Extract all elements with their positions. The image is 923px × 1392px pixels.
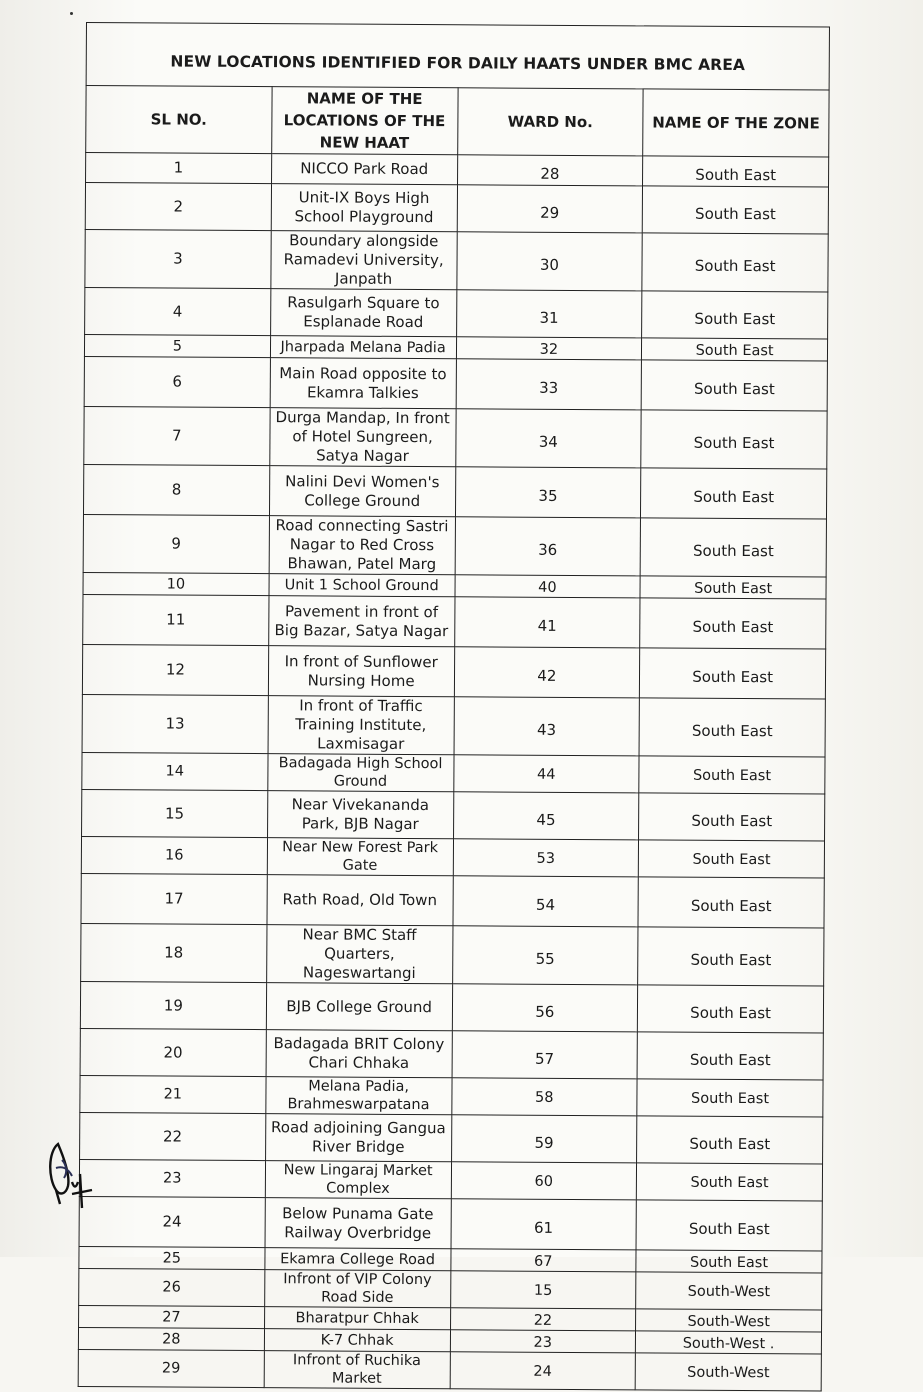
ward-no-cell: 45 <box>453 792 639 840</box>
zone-name-cell: South East <box>637 1116 823 1164</box>
location-name-cell: Unit 1 School Ground <box>269 574 455 597</box>
column-header-row <box>86 86 829 158</box>
table-row <box>83 514 826 577</box>
table-row <box>83 594 826 649</box>
zone-name-cell: South East <box>640 598 826 649</box>
sl-no-cell: 29 <box>78 1349 264 1387</box>
location-name-cell: Rasulgarh Square to Esplanade Road <box>270 289 456 337</box>
haat-locations-table <box>78 22 830 1392</box>
sl-no-cell: 19 <box>80 981 266 1029</box>
table-row <box>78 1349 821 1391</box>
zone-name-cell: South East <box>640 648 826 699</box>
zone-name-cell: South East <box>642 233 828 292</box>
sl-no-cell: 7 <box>84 406 270 465</box>
sl-no-cell: 1 <box>86 153 272 184</box>
ward-no-cell: 43 <box>454 697 640 756</box>
document-title: NEW LOCATIONS IDENTIFIED FOR DAILY HAATS UNDER BMC AREA <box>86 23 829 91</box>
zone-name-cell: South East <box>640 518 826 577</box>
location-name-cell: BJB College Ground <box>266 983 452 1031</box>
column-header-location-name: NAME OF THE LOCATIONS OF THE NEW HAAT <box>271 87 457 155</box>
table-row <box>79 1268 822 1310</box>
location-name-cell: Boundary alongside Ramadevi University, Janpath <box>271 231 457 290</box>
ward-no-cell: 33 <box>456 359 642 410</box>
zone-name-cell: South East <box>638 877 824 928</box>
zone-name-cell: South East <box>637 1032 823 1080</box>
ward-no-cell: 44 <box>453 755 639 793</box>
location-name-cell: Ekamra College Road <box>265 1248 451 1271</box>
zone-name-cell: South East <box>637 1163 823 1201</box>
table-row <box>79 1196 822 1251</box>
zone-name-cell: South East <box>639 840 825 878</box>
ward-no-cell: 35 <box>455 467 641 518</box>
ward-no-cell: 40 <box>454 575 640 598</box>
table-row <box>82 694 825 757</box>
table-row <box>85 183 828 235</box>
sl-no-cell: 17 <box>81 873 267 924</box>
zone-name-cell: South East <box>639 793 825 841</box>
table-row <box>85 229 828 292</box>
location-name-cell: Jharpada Melana Padia <box>270 336 456 359</box>
ward-no-cell: 55 <box>452 926 638 985</box>
ward-no-cell: 56 <box>452 984 638 1032</box>
ward-no-cell: 67 <box>450 1249 636 1272</box>
table-row <box>81 836 824 878</box>
sl-no-cell: 2 <box>85 183 271 231</box>
sl-no-cell: 16 <box>81 836 267 874</box>
zone-name-cell: South East <box>638 927 824 986</box>
sl-no-cell: 28 <box>78 1327 264 1350</box>
location-name-cell: Melana Padia, Brahmeswarpatana <box>266 1077 452 1115</box>
sl-no-cell: 26 <box>79 1268 265 1306</box>
sl-no-cell: 14 <box>82 752 268 790</box>
zone-name-cell: South East <box>642 186 828 234</box>
ward-no-cell: 36 <box>455 517 641 576</box>
zone-name-cell: South East <box>642 338 828 361</box>
sl-no-cell: 22 <box>80 1112 266 1160</box>
location-name-cell: Rath Road, Old Town <box>267 875 453 926</box>
location-name-cell: Unit-IX Boys High School Playground <box>271 184 457 232</box>
ward-no-cell: 15 <box>450 1271 636 1309</box>
sl-no-cell: 8 <box>83 464 269 515</box>
sl-no-cell: 5 <box>84 334 270 357</box>
ward-no-cell: 22 <box>450 1308 636 1331</box>
ward-no-cell: 30 <box>456 232 642 291</box>
table-body <box>78 153 829 1392</box>
zone-name-cell: South East <box>638 985 824 1033</box>
ward-no-cell: 57 <box>452 1031 638 1079</box>
ward-no-cell: 61 <box>451 1199 637 1250</box>
sl-no-cell: 20 <box>80 1028 266 1076</box>
sl-no-cell: 4 <box>85 287 271 335</box>
location-name-cell: Main Road opposite to Ekamra Talkies <box>270 358 456 409</box>
sl-no-cell: 10 <box>83 572 269 595</box>
ward-no-cell: 54 <box>452 876 638 927</box>
zone-name-cell: South East <box>639 698 825 757</box>
sl-no-cell: 25 <box>79 1246 265 1269</box>
ward-no-cell: 41 <box>454 597 640 648</box>
table-row <box>80 1075 823 1117</box>
table-row <box>80 1028 823 1080</box>
ward-no-cell: 31 <box>456 290 642 338</box>
ward-no-cell: 34 <box>455 409 641 468</box>
sl-no-cell: 23 <box>79 1159 265 1197</box>
ward-no-cell: 53 <box>453 839 639 877</box>
location-name-cell: Near BMC Staff Quarters, Nageswartangi <box>266 925 452 984</box>
zone-name-cell: South East <box>642 291 828 339</box>
zone-name-cell: South East <box>643 156 829 187</box>
column-header-sl-no: SL NO. <box>86 86 272 154</box>
zone-name-cell: South-West <box>636 1309 822 1332</box>
ward-no-cell: 28 <box>457 155 643 186</box>
location-name-cell: Road connecting Sastri Nagar to Red Cross Bhawan, Patel Marg <box>269 516 455 575</box>
ward-no-cell: 32 <box>456 337 642 360</box>
sl-no-cell: 27 <box>79 1305 265 1328</box>
location-name-cell: Near Vivekananda Park, BJB Nagar <box>267 791 453 839</box>
sl-no-cell: 3 <box>85 229 271 288</box>
table-row <box>79 1159 822 1201</box>
table-row <box>80 1112 823 1164</box>
table-row <box>80 981 823 1033</box>
sl-no-cell: 11 <box>83 594 269 645</box>
table-row <box>81 873 824 928</box>
zone-name-cell: South-West <box>636 1272 822 1310</box>
sl-no-cell: 9 <box>83 514 269 573</box>
zone-name-cell: South East <box>639 756 825 794</box>
sl-no-cell: 6 <box>84 356 270 407</box>
location-name-cell: Below Punama Gate Railway Overbridge <box>265 1198 451 1249</box>
zone-name-cell: South East <box>641 468 827 519</box>
location-name-cell: Infront of VIP Colony Road Side <box>264 1270 450 1308</box>
ward-no-cell: 42 <box>454 647 640 698</box>
location-name-cell: Nalini Devi Women's College Ground <box>269 466 455 517</box>
location-name-cell: Bharatpur Chhak <box>264 1307 450 1330</box>
ward-no-cell: 23 <box>450 1330 636 1353</box>
location-name-cell: NICCO Park Road <box>271 154 457 185</box>
zone-name-cell: South East <box>637 1079 823 1117</box>
zone-name-cell: South East <box>636 1250 822 1273</box>
table-row <box>83 464 826 519</box>
sl-no-cell: 21 <box>80 1075 266 1113</box>
haat-locations-document <box>78 22 830 1392</box>
location-name-cell: Badagada BRIT Colony Chari Chhaka <box>266 1030 452 1078</box>
sl-no-cell: 15 <box>82 789 268 837</box>
location-name-cell: In front of Traffic Training Institute, Laxmisagar <box>268 696 454 755</box>
table-row <box>82 644 825 699</box>
location-name-cell: New Lingaraj Market Complex <box>265 1161 451 1199</box>
zone-name-cell: South-West . <box>636 1331 822 1354</box>
ward-no-cell: 29 <box>457 185 643 233</box>
location-name-cell: Durga Mandap, In front of Hotel Sungreen, Satya Nagar <box>270 408 456 467</box>
table-row <box>86 153 829 188</box>
location-name-cell: Pavement in front of Big Bazar, Satya Nagar <box>268 596 454 647</box>
ward-no-cell: 58 <box>451 1078 637 1116</box>
table-row <box>82 789 825 841</box>
sl-no-cell: 13 <box>82 694 268 753</box>
location-name-cell: K-7 Chhak <box>264 1329 450 1352</box>
column-header-ward-no: WARD No. <box>457 88 643 156</box>
table-row <box>84 356 827 411</box>
table-row <box>81 923 824 986</box>
ward-no-cell: 60 <box>451 1162 637 1200</box>
location-name-cell: In front of Sunflower Nursing Home <box>268 646 454 697</box>
location-name-cell: Infront of Ruchika Market <box>264 1351 450 1389</box>
signature <box>42 1138 106 1210</box>
zone-name-cell: South East <box>641 410 827 469</box>
zone-name-cell: South East <box>640 576 826 599</box>
sl-no-cell: 18 <box>81 923 267 982</box>
column-header-zone-name: NAME OF THE ZONE <box>643 89 829 157</box>
zone-name-cell: South-West <box>635 1353 821 1391</box>
table-row <box>85 287 828 339</box>
location-name-cell: Near New Forest Park Gate <box>267 838 453 876</box>
location-name-cell: Badagada High School Ground <box>268 754 454 792</box>
zone-name-cell: South East <box>636 1200 822 1251</box>
sl-no-cell: 24 <box>79 1196 265 1247</box>
ward-no-cell: 59 <box>451 1115 637 1163</box>
table-row <box>84 406 827 469</box>
location-name-cell: Road adjoining Gangua River Bridge <box>265 1114 451 1162</box>
ward-no-cell: 24 <box>450 1352 636 1390</box>
table-row <box>82 752 825 794</box>
sl-no-cell: 12 <box>82 644 268 695</box>
scan-mark <box>70 12 73 15</box>
zone-name-cell: South East <box>641 360 827 411</box>
